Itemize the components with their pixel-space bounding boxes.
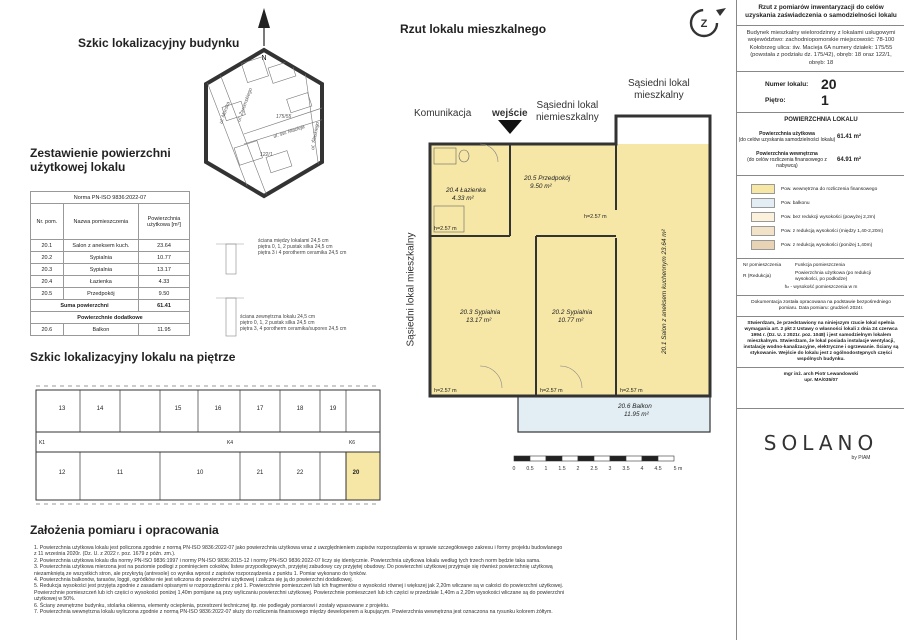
key-table: Nr pomieszczenia Funkcja pomieszczenia R (Redukcja) Powierzchnia użytkowa (po redukcji wysokości, po podłodze) hₙ - wysokość pomieszczenia w m — [737, 259, 904, 296]
svg-text:21: 21 — [256, 470, 264, 476]
wall-note-b: ściana zewnętrzna lokalu 24,5 cm piętro 0, 1, 2 pustak silka 24,5 cm piętra 3, 4 porotherm ceramika/suporex 24,5 cm — [240, 314, 347, 332]
svg-text:20.1 Salon z aneksem kuchenny: 20.1 Salon z aneksem kuchennym 23.64 m² — [661, 229, 668, 354]
svg-text:K1: K1 — [38, 440, 46, 446]
svg-text:20.2 Sypialnia: 20.2 Sypialnia — [552, 309, 593, 316]
summary-title: Zestawienie powierzchni użytkowej lokalu — [30, 146, 171, 174]
floor-sketch — [30, 380, 386, 510]
svg-text:12: 12 — [58, 470, 66, 476]
svg-text:h=2.57 m: h=2.57 m — [434, 226, 457, 232]
svg-text:h=2.57 m: h=2.57 m — [540, 388, 563, 394]
table-row: 20.3 Sypialnia 13.17 — [31, 264, 190, 276]
assumptions-notes: 1. Powierzchnia użytkowa lokalu jest policzona zgodnie z normą PN-ISO 9836:2022-07 jako powierzchnia użytkowa wraz z uwzględnieniem zapisów rozporządzenia w sprawie szczegółowego zakresu i formy projektu budowlanego z 11 września 2020r. (Dz. U. z 2022 r. poz. 1679 z późn. zm.). 2. Powierzchnia użytkowa lokalu dla normy PN-ISO 9836:1997 i normy PN-ISO 9836:2015-12 i normy PN-ISO 9836:2022-07 liczy się identycznie. Powierzchnia użytkowa lokalu według tych trzech norm będzie taka sama. 3. Powierzchnia użytkowa mierzona jest na poziomie podłogi z pominięciem cokołów, listew przypodłogowych, przyjętej zabudowy czy przyjętej obudowy. Do powierzchni użytkowej przyjmuje się również powierzchnię użytkową niezamkniętą ze wszystkich stron, ale przykrytą (antresole) co wynika wprost z zapisów rozporządzenia z punktu 1. Pomiar wykonano do tynków. 4. Powierzchnia balkonów, tarasów, loggii, ogródków nie jest wliczona do powierzchni użytkowej i zalicza się ją do powierzchni dodatkowej. 5. Redukcja wysokości jest przyjęta zgodnie z zasadami opisanymi w rozporządzeniu z pkt 1. Powierzchnie pomieszczeń lub ich fragmentów o wysokości równej i większej jak 2,20m wliczane są w całości do powierzchni użytkowej. Powierzchnie pomieszczeń lub ich części o wysokości poniżej 1,40m pomijane są przy wyliczaniu powierzchni użytkowej. Powierzchnie pomieszczeń lub ich części w przedziale 1,40m a 2,20m wysokości wliczane są do powierzchni użytkowej w 50%. 6. Ściany zewnętrzne budynku, stolarka okienna, elementy ocieplenia, przestrzeni technicznej itp. nie podlegały pomiarowi i zostały wpasowane z projektu. 7. Powierzchnia wewnętrzna lokalu wyliczona zgodnie z normą PN-ISO 9836:2022-07 służy do rozliczenia finansowego między deweloperem a kupującym. Powierzchnia wewnętrzna jest oznaczona na rysunku kolorem żółtym. — [34, 545, 565, 616]
legend — [737, 176, 904, 259]
svg-text:0.5: 0.5 — [526, 466, 534, 472]
svg-text:K4: K4 — [226, 440, 234, 446]
svg-text:20.6 Balkon: 20.6 Balkon — [618, 403, 652, 410]
svg-text:10.77 m²: 10.77 m² — [558, 317, 584, 324]
sum-row: Suma powierzchni 61.41 — [31, 300, 190, 312]
panel-header: Rzut z pomiarów inwentaryzacji do celów uzyskania zaświadczenia o samodzielności lokalu — [737, 0, 904, 26]
svg-text:13: 13 — [58, 406, 66, 412]
svg-text:175/55: 175/55 — [276, 114, 292, 120]
table-row: 20.2 Sypialnia 10.77 — [31, 252, 190, 264]
compass-logo-icon — [688, 6, 728, 40]
svg-text:15: 15 — [174, 406, 182, 412]
label-sasiedni-mieszkalny: Sąsiedni lokal mieszkalny — [628, 78, 690, 101]
svg-text:11.95 m²: 11.95 m² — [624, 411, 649, 418]
floor-sketch-title: Szkic lokalizacyjny lokalu na piętrze — [30, 350, 236, 364]
svg-text:2: 2 — [576, 466, 580, 472]
svg-text:17: 17 — [256, 406, 264, 412]
author-block: mgr inż. arch Piotr Lewandowski upr. MA/035/07 — [737, 368, 904, 409]
legend-item: Pow. balkonu — [737, 196, 904, 210]
svg-text:20: 20 — [352, 470, 360, 476]
svg-text:4.33 m²: 4.33 m² — [452, 195, 474, 202]
svg-text:h=2.57 m: h=2.57 m — [434, 388, 457, 394]
svg-text:13.17 m²: 13.17 m² — [466, 317, 492, 324]
label-komunikacja: Komunikacja — [414, 108, 472, 119]
svg-text:16: 16 — [214, 406, 222, 412]
svg-text:18: 18 — [296, 406, 304, 412]
scale-bar — [512, 452, 702, 476]
svg-text:K6: K6 — [348, 440, 356, 446]
svg-text:3.5: 3.5 — [622, 466, 630, 472]
building-sketch-title: Szkic lokalizacyjny budynku — [78, 36, 240, 50]
svg-text:4: 4 — [640, 466, 644, 472]
statement: Stwierdzam, że przedstawiony na niniejszym rzucie lokal spełnia wymagania art. 2 pkt 2 Ustawy o własności lokali z dnia 24 czerwca 1994 r. (Dz. U. z 2021r. poz. 1048) i jest samodzielnym lokalem mieszkalnym. Stwierdzam, że lokal posiada instalacje wentylacji, instalację wodno-kanalizacyjne, elektryczne i ogrzewanie. Ściany są stykowanie. Wejście do lokalu jest z ogólnodostępnych części wspólnych budynku. — [737, 317, 904, 368]
label-sasiedni-left: Sąsiedni lokal mieszkalny — [405, 232, 417, 347]
unit-info: Numer lokalu: 20 Piętro: 1 — [737, 72, 904, 113]
label-wejscie: wejście — [492, 108, 528, 119]
legend-item: Pow. bez redukcji wysokości (powyżej 2,2m) — [737, 210, 904, 224]
floor-plan — [420, 114, 720, 464]
svg-text:4.5: 4.5 — [654, 466, 662, 472]
svg-text:ul. Żeromskiego: ul. Żeromskiego — [236, 87, 255, 123]
table-row: 20.4 Łazienka 4.33 — [31, 276, 190, 288]
label-sasiedni-niemieszkalny: Sąsiedni lokal niemieszkalny — [536, 100, 599, 123]
svg-text:1: 1 — [544, 466, 548, 472]
svg-text:5 m: 5 m — [673, 466, 683, 472]
svg-text:Z: Z — [700, 18, 708, 30]
legend-item: Pow. z redukcją wysokości (poniżej 1,40m) — [737, 238, 904, 252]
table-row: 20.5 Przedpokój 9.50 — [31, 288, 190, 300]
brand-logo: SOLANO by PIAM — [763, 431, 879, 462]
norm-label: Norma PN-ISO 9836:2022-07 — [31, 192, 190, 204]
building-description: Budynek mieszkalny wielorodzinny z lokalami usługowymi województwo: zachodniopomorskie miejscowość: 78-100 Kołobrzeg ulica: św. Macieja 6A numery działek: 175/55 (powstała z podziału dz. 175/42), obręb: 18 oraz 122/1, obręb: 18 — [737, 26, 904, 72]
svg-text:11: 11 — [116, 470, 124, 476]
legend-item: Pow. z redukcją wysokości (między 1,40-2,20m) — [737, 224, 904, 238]
svg-text:19: 19 — [329, 406, 337, 412]
area-block: POWIERZCHNIA LOKALU Powierzchnia użytkowa (do celów uzyskania samodzielności lokalu) 61.41 m² Powierzchnia wewnętrzna (do celów rozliczenia finansowego z nabywcą) 64.91 m² — [737, 113, 904, 176]
svg-text:ul. Ślaskiego: ul. Ślaskiego — [310, 121, 321, 151]
doc-note: Dokumentacja została opracowana na podstawie bezpośredniego pomiaru. Data pomiaru: grudzień 2024r. — [737, 296, 904, 317]
svg-text:20.4 Łazienka: 20.4 Łazienka — [446, 187, 486, 194]
svg-text:ul. Morska: ul. Morska — [218, 100, 232, 125]
site-map — [184, 4, 344, 200]
svg-text:14: 14 — [96, 406, 104, 412]
svg-text:h=2.57 m: h=2.57 m — [584, 214, 607, 220]
svg-text:1.5: 1.5 — [558, 466, 566, 472]
assumptions-title: Założenia pomiaru i opracowania — [30, 523, 219, 537]
svg-text:20.3 Sypialnia: 20.3 Sypialnia — [460, 309, 501, 316]
legend-item: Pow. wewnętrzna do rozliczenia finansowego — [737, 182, 904, 196]
table-row: 20.6 Balkon 11.95 — [31, 324, 190, 336]
svg-text:10: 10 — [196, 470, 204, 476]
svg-text:0: 0 — [512, 466, 516, 472]
svg-text:3: 3 — [608, 466, 612, 472]
svg-text:ul. św. Macieja: ul. św. Macieja — [272, 124, 306, 140]
summary-table: Norma PN-ISO 9836:2022-07 Nr. pom. Nazwa pomieszczenia Powierzchnia użytkowa [m²] 20.1 Salon z aneksem kuch. 23.64 20.2 Sypialnia 10.77 20.3 Sypialnia 13.17 20.4 Łazienka 4.33 20.5 Przedpokój 9.50 Suma powierzchni 61.41 Powierzchnie dodatkowe 20.6 Balkon 11.95 — [30, 191, 190, 336]
north-label: N — [261, 55, 267, 62]
svg-text:22: 22 — [296, 470, 304, 476]
wall-note-a: ściana między lokalami 24,5 cm piętra 0, 1, 2 pustak silka 24,5 cm piętra 3 i 4 porotherm ceramika 24,5 cm — [258, 238, 347, 256]
floor-plan-title: Rzut lokalu mieszkalnego — [400, 22, 547, 36]
info-panel — [736, 0, 904, 640]
table-row: 20.1 Salon z aneksem kuch. 23.64 — [31, 240, 190, 252]
svg-text:20.5 Przedpokój: 20.5 Przedpokój — [524, 175, 571, 182]
svg-text:h=2.57 m: h=2.57 m — [620, 388, 643, 394]
svg-text:122/1: 122/1 — [260, 152, 273, 158]
svg-text:2.5: 2.5 — [590, 466, 598, 472]
entry-arrow-icon — [498, 120, 522, 134]
svg-text:9.50 m²: 9.50 m² — [530, 183, 552, 190]
